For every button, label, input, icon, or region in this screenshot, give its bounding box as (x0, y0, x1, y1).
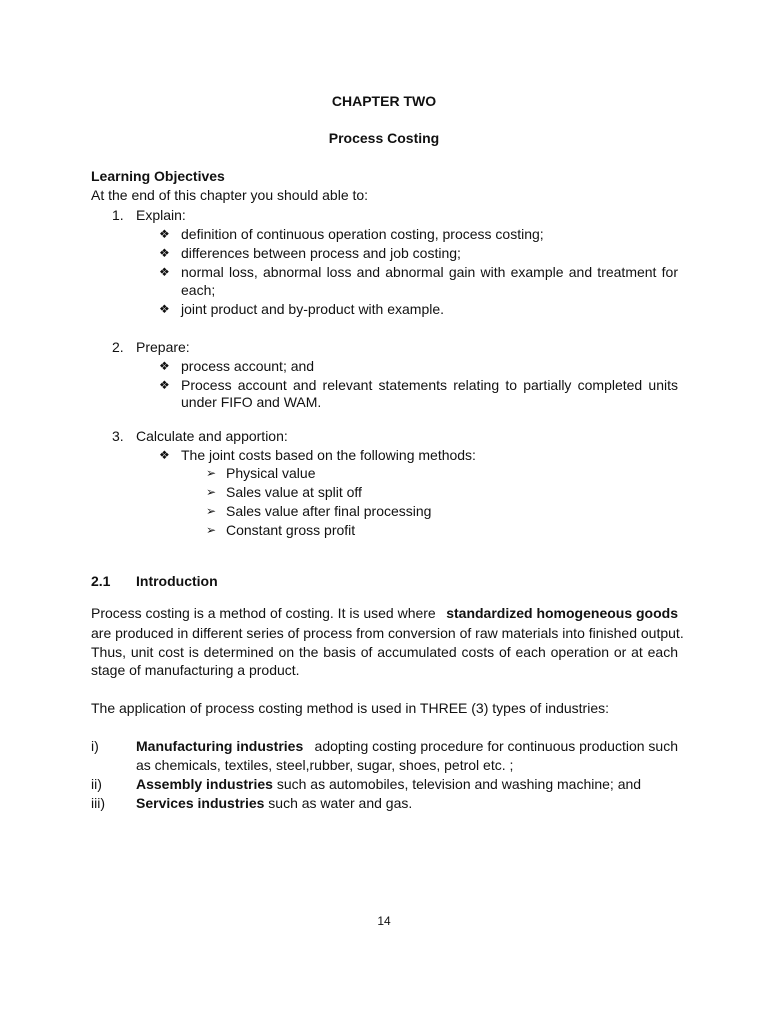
bullet-text: normal loss, abnormal loss and abnormal gain with example and treatment for (181, 264, 678, 280)
industry-description: such as water and gas. (268, 795, 413, 811)
sub-item-text: Sales value after final processing (226, 503, 432, 519)
paragraph-line (91, 604, 678, 623)
industry-name: Manufacturing industries (136, 738, 304, 754)
list-item (136, 775, 641, 794)
objective-number: 2. (112, 339, 124, 355)
industry-name: Services industries (136, 795, 265, 811)
bullet-text: Process account and relevant statements relating to partially completed units (181, 377, 678, 393)
industry-description: such as automobiles, television and washing machine; and (276, 776, 642, 792)
paragraph-text: Thus, unit cost is determined on the basis of accumulated costs of each operation or at each (91, 644, 678, 660)
section-title: Introduction (136, 573, 218, 589)
diamond-bullet-icon: ❖ (159, 265, 170, 279)
arrow-bullet-icon: ➢ (206, 523, 217, 537)
list-item (136, 794, 412, 813)
page-number: 14 (377, 914, 391, 928)
bullet-text-continued: under FIFO and WAM. (181, 394, 322, 410)
objectives-heading: Learning Objectives (91, 168, 225, 184)
bullet-text: differences between process and job costing; (181, 245, 461, 261)
chapter-title: Process Costing (328, 130, 440, 146)
arrow-bullet-icon: ➢ (206, 504, 217, 518)
paragraph-text: Process costing is a method of costing. It is used where (91, 605, 436, 621)
objectives-intro: At the end of this chapter you should able to: (91, 187, 369, 203)
paragraph-text: are produced in different series of process from conversion of raw materials into finished output. (91, 625, 684, 641)
arrow-bullet-icon: ➢ (206, 466, 217, 480)
industry-name: Assembly industries (136, 776, 273, 792)
industry-description: adopting costing procedure for continuous production such (314, 738, 678, 754)
chapter-heading: CHAPTER TWO (331, 93, 437, 109)
bullet-text: The joint costs based on the following methods: (181, 447, 476, 463)
diamond-bullet-icon: ❖ (159, 302, 170, 316)
diamond-bullet-icon: ❖ (159, 378, 170, 392)
paragraph-text: The application of process costing method is used in THREE (3) types of industries: (91, 700, 609, 716)
list-number: iii) (91, 795, 105, 811)
objective-number: 1. (112, 207, 124, 223)
industry-description-continued: as chemicals, textiles, steel,rubber, sugar, shoes, petrol etc. ; (136, 757, 514, 773)
bullet-text: joint product and by-product with example. (181, 301, 445, 317)
diamond-bullet-icon: ❖ (159, 227, 170, 241)
bullet-text: process account; and (181, 358, 315, 374)
paragraph-text: stage of manufacturing a product. (91, 662, 300, 678)
section-number: 2.1 (91, 573, 111, 589)
sub-item-text: Constant gross profit (226, 522, 356, 538)
sub-item-text: Sales value at split off (226, 484, 362, 500)
list-item (136, 737, 678, 756)
bullet-text: definition of continuous operation costing, process costing; (181, 226, 544, 242)
emphasis-text: standardized homogeneous goods (446, 605, 678, 621)
diamond-bullet-icon: ❖ (159, 359, 170, 373)
diamond-bullet-icon: ❖ (159, 448, 170, 462)
list-number: ii) (91, 776, 102, 792)
objective-label: Prepare: (136, 339, 190, 355)
objective-label: Explain: (136, 207, 186, 223)
objective-label: Calculate and apportion: (136, 428, 288, 444)
sub-item-text: Physical value (226, 465, 316, 481)
list-number: i) (91, 738, 99, 754)
objective-number: 3. (112, 428, 124, 444)
diamond-bullet-icon: ❖ (159, 246, 170, 260)
arrow-bullet-icon: ➢ (206, 485, 217, 499)
bullet-text-continued: each; (181, 282, 216, 298)
